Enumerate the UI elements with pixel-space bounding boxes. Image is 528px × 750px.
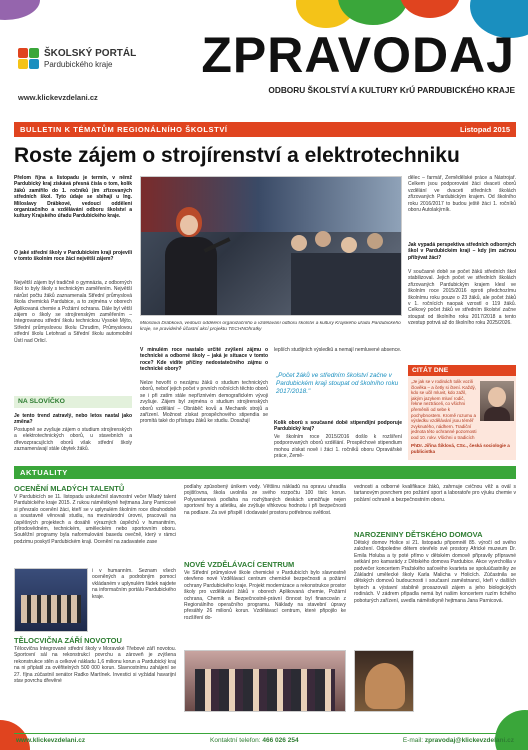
footer-phone bbox=[210, 737, 299, 744]
portal-logo[interactable] bbox=[18, 46, 148, 76]
news-heading-talents: OCENĚNÍ MLADÝCH TALENTŮ bbox=[14, 484, 125, 493]
column4-top: dělec – farmář, Zemědělské práce a Nástrojař. Celkem jsou podporováni žáci dvaceti oborů vzdělání ve dvaceti středních školách zřizovaných Pardubickým krajem. Od školního roku 2016/2017 to budou ještě žáci 1. ročníků oboru Autolakýrník. bbox=[408, 175, 516, 214]
news-text-birthday: Dětský domov Holice si 21. listopadu připomněl 85. výročí od svého založení. Odpoledne dětem otevřelo své prostory Africké muzeum Dr. Emila Holuba a ty poté přímo v dětském domově připravily přípravné setkání pro kamarády z Dětského domova Pardubice. Akce vyvrcholila v podvečer koncertem Pražského saťového kvarteta se spoluúčastníky ze Základní umělecké školy Karla Malicha v Holicích. Zúčastnila se dětských domovů budoucnosti i současní zaměstnanci, kteří v dalších bytech a výstavní stabilně prosazovali zájem a jeho biologických rodinách. V zádrem připadla nemá byt našim koncertem ruzím tichého poboturých zařízení, uvedla náměstkyně hejtmana Jana Parnicová. bbox=[354, 540, 516, 604]
quote-of-day-author: PhDr. Jiřina Šiklová, CSc., česká sociologie a publicistka bbox=[411, 443, 510, 454]
question-5: Jak vypadá perspektiva středních odborných škol v Pardubickém kraji – kdy jim začnou přibývat žáci? bbox=[408, 242, 516, 261]
news-heading-birthday: NAROZENINY DĚTSKÉHO DOMOVA bbox=[354, 530, 483, 539]
masthead-title: ZPRAVODAJ bbox=[201, 27, 515, 83]
quote-of-day-title: CITÁT DNE bbox=[412, 367, 449, 374]
answer-3: Nelze hovořit o nezájmu žáků o studium technických oborů, neboť jejich počet v prvních ročnících těchto oborů se i při zatím stále nepříznivém demografickém vývoji zvyšuje. Zájem byl zejména o studium strojírenských oborů vzdělání – Obráběč kovů a Mechanik strojů a zařízení. Možnost získat prospěchového stipendia se promítá také do přístupu žáků ke studiu. Dosažují bbox=[140, 380, 268, 425]
article-headline: Roste zájem o strojírenství a elektrotechniku bbox=[14, 144, 460, 167]
main-photo bbox=[140, 176, 402, 316]
news-heading-centre: NOVÉ VZDĚLÁVACÍ CENTRUM bbox=[184, 560, 295, 569]
quote-of-day-title-bar bbox=[408, 365, 516, 376]
footer-email-value[interactable]: zpravodaj@klickevzdelani.cz bbox=[424, 737, 514, 744]
footer-phone-value[interactable]: 466 026 254 bbox=[262, 737, 299, 744]
news-text-centre-cont: vednosti a odborné kvalifikace žáků, zahrnuje cvičnou věž a ovál s tartanovým povrchem pro požární sport a laboratoře pro výuku chemie v požární ochraně a bezpečnostním oboru. bbox=[354, 484, 516, 503]
bulletin-date: Listopad 2015 bbox=[459, 125, 510, 134]
quote-of-day-text: „Je jak se v rodinách tolik vozili člověka – a četly si čtení. Každý, kdo se učil mluvit, kdo zažil, jakým jazykem mluví rodič, řekne neztráceli, co všichni přeměnili od sebe k pochybnostem. Kromě rozumu a výsledku vzdělávání jsou téměř zvyknutého, nádhern. Tradiční jednota této ochranné pozornosti pod 10. roky. Všichni o tradicích bbox=[411, 379, 477, 439]
decor-blob-green bbox=[338, 0, 408, 25]
footer-email-label: E-mail: bbox=[402, 737, 424, 744]
question-3: V minulém roce nastalo určité zvýšení zájmu o technické a odborné školy – jaká je situace v tomto roce? Kde vidíte příčiny nedostatečného zájmu o technické obory? bbox=[140, 347, 268, 373]
photo-caption: Miloslava Drábková, vedoucí oddělení organizačního a vzdělávání odboru školství a kultury Krajského úřadu Pardubického kraje, se pravidelně účastní akcí projektu TECHNOhratky bbox=[140, 321, 401, 333]
photo-speaker-person bbox=[161, 207, 221, 316]
pull-quote: „Počet žáků ve středním školství začne v Pardubickém kraji stoupat od školního roku 2017/2018." bbox=[276, 372, 399, 395]
answer-1: Největší zájem byl tradičně o gymnázia, z odborných škol to byly školy s technickým zaměřením. Největší nárůst počtu žáků zaznamenala Střední průmyslová škola chemická Pardubice, a to zejména v oborech Aplikovaná chemie a Požární ochrana. Dále byl větší zájem o školy se strojírenským zaměřením – Integrovanou střední školu technickou Vysoké Mýto, Střední průmyslovou školu Chrudim, Průmyslovou střední školu Letohrad a Střední školu automobilní Ústí nad Orlicí. bbox=[14, 280, 132, 344]
question-1: O jaké střední školy v Pardubickém kraji projevili v tomto školním roce žáci největší zájem? bbox=[14, 250, 132, 263]
aktuality-title: AKTUALITY bbox=[20, 468, 68, 477]
answer-5: V současné době se počet žáků středních škol stabilizoval. Jejich počet ve středních školách zřizovaných Pardubickým krajem klesl ve školním roce 2015/2016 oproti předchozímu školnímu roku pouze o 23 žáků, ale počet žáků v 1. ročnících naopak vzrostl o 119 žáků. Celkový počet žáků ve středním školství začne stoupat od školního roku 2017/2018 a tento vzestup potrvá až do školního roku 2025/2026. bbox=[408, 269, 516, 327]
footer-bar bbox=[14, 733, 516, 745]
column3-top: lepších studijních výsledků a nemají nemluvené absence. bbox=[274, 347, 402, 353]
footer-email bbox=[403, 737, 514, 744]
birthday-photo bbox=[354, 650, 414, 712]
answer-2: Postupně se zvyšuje zájem o studium strojírenských a elektrotechnických oborů, u stavebních a dřevozpracujících oborů však střední školy zaznamenávají stále úbytek žáků. bbox=[14, 427, 132, 453]
photo-audience bbox=[291, 227, 402, 316]
question-4: Kolik oborů s současné době stipendijní podporuje Pardubický kraj? bbox=[274, 420, 402, 433]
na-slovicko-label: NA SLOVÍČKO bbox=[18, 398, 65, 405]
logo-line2: Pardubického kraje bbox=[44, 60, 113, 69]
bulletin-bar bbox=[14, 122, 516, 137]
quote-of-day-box bbox=[408, 365, 516, 460]
quote-author-photo bbox=[480, 381, 514, 421]
question-2: Je tento trend zatravlý, nebo letos nastal jako změna? bbox=[14, 413, 132, 426]
masthead-subtitle: ODBORU ŠKOLSTVÍ A KULTURY KrÚ PARDUBICKÉHO KRAJE bbox=[268, 85, 515, 95]
footer-phone-label: Kontaktní telefon: bbox=[210, 737, 261, 744]
centre-photo bbox=[184, 650, 346, 712]
decor-blob-red bbox=[400, 0, 460, 18]
answer-4: Ve školním roce 2015/2016 došlo k rozšíření podporovaných oborů vzdělání. Prospěchové stipendium mohou získat nově i žáci 1. ročníků oboru Opravářské práce, Země- bbox=[274, 434, 402, 460]
news-text-gym: Tělocvična Integrované střední školy v Moravské Třebové září novotou. Sportovní sál na rekonstrukcí povrchu a zároveň je zvýšena rekonstrukce stěn a celkové nákladu 1,6 milionu korun a Pardubický kraj na ni připlatil za ověřitelných 500 000 korun. Slavnostnímu zahájení se 27. října zúčastnil senátor Radko Martínek. Investici si vyžádal havarijní stav povrchu dřevěné bbox=[14, 646, 176, 685]
talents-photo bbox=[14, 568, 88, 632]
footer-website-link[interactable]: www.klickevzdelani.cz bbox=[16, 737, 86, 744]
news-text-talents-cont: i v humanním. Seznam všech oceněných a podrobným pomocí vkládaném v uplynulém řádek najdete na informačním portálu Pardubického kraje. bbox=[92, 568, 176, 600]
bulletin-title: BULLETIN K TÉMATŮM REGIONÁLNÍHO ŠKOLSTVÍ bbox=[20, 125, 228, 134]
logo-icon bbox=[18, 48, 40, 70]
news-heading-gym: TĚLOCVIČNA ZÁŘÍ NOVOTOU bbox=[14, 636, 122, 645]
article-lead: Přelom října a listopadu je termín, v němž Pardubický kraj získává přesná čísla o tom, kolik žáků zamířilo do 1. ročníků jím zřizovaných středních škol. Tyto údaje se sbíhají u Ing. Miloslavy Drábkové, vedoucí oddělení organizačního a vzdělávání odboru školství a kultury Krajského úřadu Pardubického kraje. bbox=[14, 175, 132, 220]
aktuality-bar bbox=[14, 466, 516, 479]
news-text-talents: V Pardubicích se 11. listopadu uskutečnil slavnostní večer Mladý talent Pardubického kraje 2015. Z rukou náměstkyně hejtmana Jany Parnicové si převzalo ocenění žáci, kteří se v uplynulém školním roce dlouhodobě a soustavně věnovali studiu, na mezinárodní úrovni, pracovali na úspěšných projektech a dosáhli výrazných úspěchů v humanitním, přírodovědném, technickém, uměleckém nebo sportovním oboru. Soutěžní programy byla naformulováni basedu ovečně, který v rámci podzimu poskytl Pardubickém kraji. Ocenění na zadavatele zase bbox=[14, 494, 176, 545]
na-slovicko-bar bbox=[14, 396, 132, 408]
news-text-centre: Ve Střední průmyslové škole chemické v Pardubicích bylo slavnostně otevřeno nové Vzdělávací centrum chemické bezpečnosti a požární ochrany Pardubického kraje. Projekt modernizace a rekonstrukce prostor školy pro vzdělávání žáků v oborech Aplikovaná chemie, Požární ochrana, Chemik a Bezpečnostně-právní činnost byl financován z Regionálního operačního programu. Náklady na stavební úpravy přesáhly 26 milionů korun. Vzdělávací centrum, které připojilo ke rozšíření do- bbox=[184, 570, 346, 621]
decor-blob-purple bbox=[0, 0, 40, 20]
news-text-gym-cont: podlahy způsobený únikem vody. Většinu nákladů na opravu uhradila pojišťovna, škola uvolnila ze svého rozpočtu 100 tisíc korun. Polyuretanová podlaha na rozhýbaných deskách umožňuje nejen sportovní hry a atletiku, ale zvýšuje vlhkovou hodnotu i při bezpečnosti na podlaze. Za své přispěl i dodavatel prostoru potřebnou světlost. bbox=[184, 484, 346, 516]
logo-line1: ŠKOLSKÝ PORTÁL bbox=[44, 48, 137, 59]
header-website-link[interactable]: www.klickevzdelani.cz bbox=[18, 93, 98, 102]
